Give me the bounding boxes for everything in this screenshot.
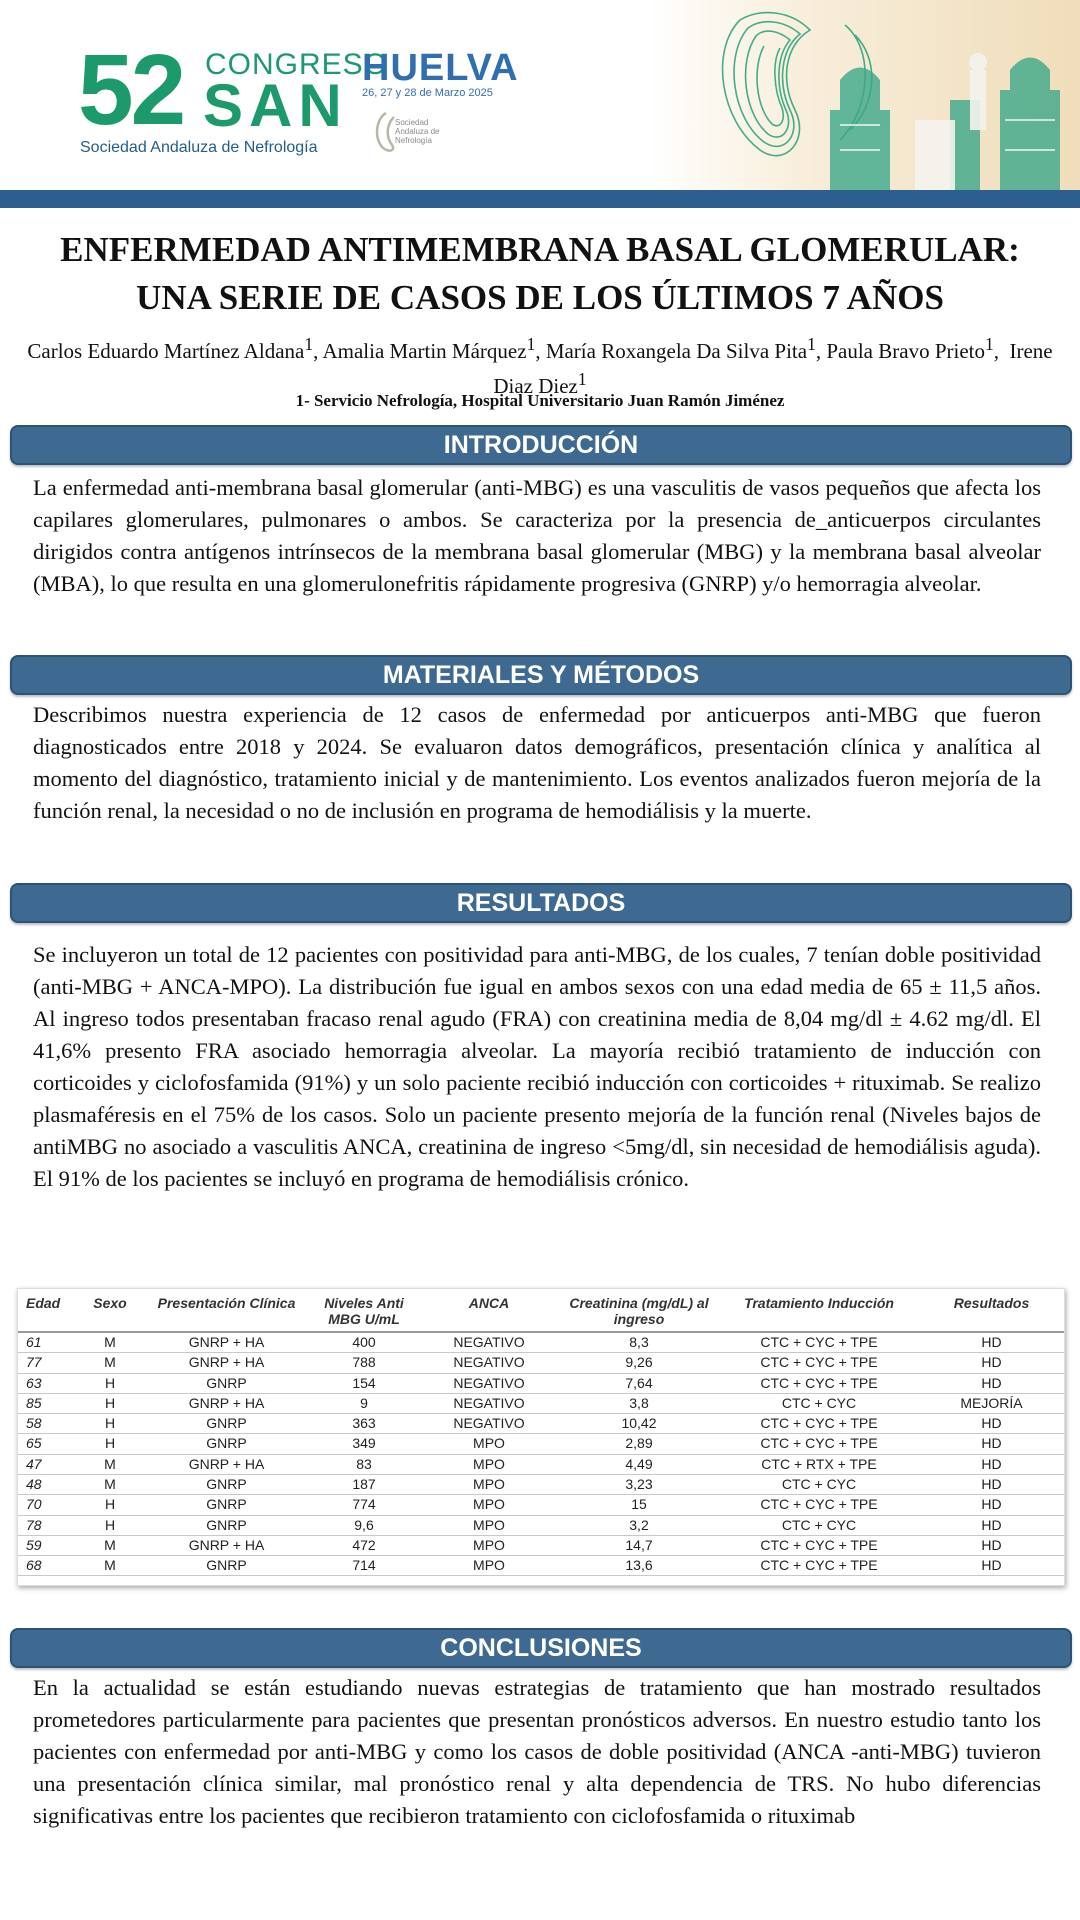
cell-creatinine: 15 <box>559 1495 719 1515</box>
congress-dates: 26, 27 y 28 de Marzo 2025 <box>362 87 493 99</box>
cell-mbg: 774 <box>309 1495 419 1515</box>
author-list: Carlos Eduardo Martínez Aldana$^1$, Amalia Martin Márquez$^1$, María Roxangela Da Silva Pita$^1$, Paula Bravo Prieto$^1$, Irene Diaz Diez$^1$ <box>27 334 1053 398</box>
cell-sex: H <box>76 1495 144 1515</box>
methods-heading: MATERIALES Y MÉTODOS <box>10 655 1072 695</box>
conclusions-heading: CONCLUSIONES <box>10 1628 1072 1668</box>
col-age: Edad <box>18 1289 76 1332</box>
cell-age: 70 <box>18 1495 76 1515</box>
cell-anca: NEGATIVO <box>419 1414 559 1434</box>
cell-treatment: CTC + CYC + TPE <box>719 1434 919 1454</box>
table-header-row <box>18 1289 1064 1332</box>
cell-mbg: 187 <box>309 1474 419 1494</box>
cell-age: 47 <box>18 1454 76 1474</box>
congress-word: CONGRESO <box>205 48 389 81</box>
col-result: Resultados <box>919 1289 1064 1332</box>
cell-mbg: 714 <box>309 1556 419 1576</box>
cell-treatment: CTC + CYC + TPE <box>719 1373 919 1393</box>
cell-result: HD <box>919 1373 1064 1393</box>
cell-age: 77 <box>18 1353 76 1373</box>
cell-result: HD <box>919 1535 1064 1555</box>
poster-title: ENFERMEDAD ANTIMEMBRANA BASAL GLOMERULAR: UNA SERIE DE CASOS DE LOS ÚLTIMOS 7 AÑOS <box>60 230 1020 317</box>
cell-result: HD <box>919 1353 1064 1373</box>
cell-treatment: CTC + CYC + TPE <box>719 1414 919 1434</box>
cell-treatment: CTC + CYC <box>719 1393 919 1413</box>
cell-presentation: GNRP <box>144 1515 309 1535</box>
cell-result: HD <box>919 1434 1064 1454</box>
cell-treatment: CTC + CYC <box>719 1474 919 1494</box>
cell-treatment: CTC + CYC + TPE <box>719 1556 919 1576</box>
society-name: Sociedad Andaluza de Nefrología <box>80 139 318 156</box>
congress-acronym: SAN <box>203 72 348 139</box>
cell-presentation: GNRP <box>144 1434 309 1454</box>
cell-creatinine: 8,3 <box>559 1332 719 1353</box>
cell-mbg: 9 <box>309 1393 419 1413</box>
cell-sex: H <box>76 1515 144 1535</box>
cell-sex: H <box>76 1414 144 1434</box>
cell-anca: NEGATIVO <box>419 1353 559 1373</box>
table-row <box>18 1535 1064 1555</box>
results-heading: RESULTADOS <box>10 883 1072 923</box>
cell-mbg: 400 <box>309 1332 419 1353</box>
cell-result: HD <box>919 1414 1064 1434</box>
table-row <box>18 1353 1064 1373</box>
cell-anca: NEGATIVO <box>419 1393 559 1413</box>
cell-treatment: CTC + CYC <box>719 1515 919 1535</box>
intro-text: La enfermedad anti-membrana basal glomerular (anti-MBG) es una vasculitis de vasos pequeños que afecta los capilares glomerulares, pulmonares o ambos. Se caracteriza por la presencia de_anticuerpos circulantes dirigidos contra antígenos intrínsecos de la membrana basal glomerular (MBG) y la membrana basal alveolar (MBA), lo que resulta en una glomerulonefritis rápidamente progresiva (GNRP) y/o hemorragia alveolar. <box>33 475 1041 596</box>
cell-age: 59 <box>18 1535 76 1555</box>
table-row <box>18 1434 1064 1454</box>
cell-creatinine: 3,8 <box>559 1393 719 1413</box>
cell-creatinine: 10,42 <box>559 1414 719 1434</box>
cell-anca: NEGATIVO <box>419 1373 559 1393</box>
cell-presentation: GNRP <box>144 1556 309 1576</box>
huelva-illustration-icon <box>700 0 1080 190</box>
cell-treatment: CTC + CYC + TPE <box>719 1353 919 1373</box>
cell-sex: M <box>76 1474 144 1494</box>
cell-anca: MPO <box>419 1556 559 1576</box>
cell-presentation: GNRP + HA <box>144 1332 309 1353</box>
methods-text: Describimos nuestra experiencia de 12 casos de enfermedad por anticuerpos anti-MBG que fueron diagnosticados entre 2018 y 2024. Se evaluaron datos demográficos, presentación clínica y analítica al momento del diagnóstico, tratamiento inicial y de mantenimiento. Los eventos analizados fueron mejoría de la función renal, la necesidad o no de inclusión en programa de hemodiálisis y la muerte. <box>33 702 1041 823</box>
cell-sex: H <box>76 1434 144 1454</box>
cell-treatment: CTC + CYC + TPE <box>719 1332 919 1353</box>
cell-creatinine: 14,7 <box>559 1535 719 1555</box>
cell-presentation: GNRP + HA <box>144 1353 309 1373</box>
cell-age: 48 <box>18 1474 76 1494</box>
cell-presentation: GNRP + HA <box>144 1535 309 1555</box>
cell-result: HD <box>919 1474 1064 1494</box>
cell-result: HD <box>919 1515 1064 1535</box>
cell-mbg: 154 <box>309 1373 419 1393</box>
table-row <box>18 1495 1064 1515</box>
table-row <box>18 1393 1064 1413</box>
col-mbg: Niveles Anti MBG U/mL <box>309 1289 419 1332</box>
cell-creatinine: 3,23 <box>559 1474 719 1494</box>
seal-text: Sociedad Andaluza de Nefrología <box>395 118 440 145</box>
cell-sex: H <box>76 1373 144 1393</box>
cell-mbg: 83 <box>309 1454 419 1474</box>
cell-mbg: 472 <box>309 1535 419 1555</box>
table-row <box>18 1556 1064 1576</box>
cell-sex: H <box>76 1393 144 1413</box>
cell-creatinine: 4,49 <box>559 1454 719 1474</box>
cell-anca: MPO <box>419 1434 559 1454</box>
cell-presentation: GNRP <box>144 1474 309 1494</box>
affiliation: 1- Servicio Nefrología, Hospital Universitario Juan Ramón Jiménez <box>295 391 785 410</box>
col-anca: ANCA <box>419 1289 559 1332</box>
cell-result: HD <box>919 1495 1064 1515</box>
cell-sex: M <box>76 1535 144 1555</box>
cell-treatment: CTC + RTX + TPE <box>719 1454 919 1474</box>
cell-result: MEJORÍA <box>919 1393 1064 1413</box>
cell-age: 63 <box>18 1373 76 1393</box>
cell-creatinine: 2,89 <box>559 1434 719 1454</box>
table-row <box>18 1414 1064 1434</box>
cell-presentation: GNRP + HA <box>144 1393 309 1413</box>
col-creatinine: Creatinina (mg/dL) al ingreso <box>559 1289 719 1332</box>
cell-presentation: GNRP <box>144 1373 309 1393</box>
cell-anca: MPO <box>419 1454 559 1474</box>
cell-creatinine: 9,26 <box>559 1353 719 1373</box>
cell-sex: M <box>76 1332 144 1353</box>
col-sex: Sexo <box>76 1289 144 1332</box>
cell-result: HD <box>919 1556 1064 1576</box>
cell-anca: MPO <box>419 1535 559 1555</box>
cell-sex: M <box>76 1556 144 1576</box>
cell-sex: M <box>76 1353 144 1373</box>
col-presentation: Presentación Clínica <box>144 1289 309 1332</box>
cell-age: 65 <box>18 1434 76 1454</box>
conclusions-text: En la actualidad se están estudiando nuevas estrategias de tratamiento que han mostrado resultados prometedores particularmente para pacientes que presentan pronósticos adversos. En nuestro estudio tanto los pacientes con enfermedad por anti-MBG y como los casos de doble positividad (ANCA -anti-MBG) tuvieron una presentación clínica similar, mal pronóstico renal y alta dependencia de TRS. No hubo diferencias significativas entre los pacientes que recibieron tratamiento con ciclofosfamida o rituximab <box>33 1675 1041 1828</box>
intro-heading: INTRODUCCIÓN <box>10 425 1072 465</box>
cell-result: HD <box>919 1454 1064 1474</box>
cell-mbg: 9,6 <box>309 1515 419 1535</box>
header-divider <box>0 190 1080 208</box>
table-row <box>18 1474 1064 1494</box>
cell-age: 85 <box>18 1393 76 1413</box>
cell-result: HD <box>919 1332 1064 1353</box>
cell-age: 68 <box>18 1556 76 1576</box>
cell-anca: NEGATIVO <box>419 1332 559 1353</box>
cases-table <box>17 1288 1065 1586</box>
cell-treatment: CTC + CYC + TPE <box>719 1535 919 1555</box>
cell-sex: M <box>76 1454 144 1474</box>
congress-number: 52 <box>78 34 184 146</box>
cell-anca: MPO <box>419 1474 559 1494</box>
header-banner <box>0 0 1080 190</box>
cell-presentation: GNRP <box>144 1414 309 1434</box>
cell-presentation: GNRP + HA <box>144 1454 309 1474</box>
cell-treatment: CTC + CYC + TPE <box>719 1495 919 1515</box>
cell-age: 78 <box>18 1515 76 1535</box>
cell-creatinine: 3,2 <box>559 1515 719 1535</box>
congress-city: HUELVA <box>362 47 519 89</box>
table-row <box>18 1332 1064 1353</box>
table-row <box>18 1454 1064 1474</box>
cell-mbg: 363 <box>309 1414 419 1434</box>
cell-creatinine: 7,64 <box>559 1373 719 1393</box>
cell-anca: MPO <box>419 1495 559 1515</box>
cell-age: 58 <box>18 1414 76 1434</box>
results-text: Se incluyeron un total de 12 pacientes con positividad para anti-MBG, de los cuales, 7 tenían doble positividad (anti-MBG + ANCA-MPO). La distribución fue igual en ambos sexos con una edad media de 65 ± 11,5 años. Al ingreso todos presentaban fracaso renal agudo (FRA) con creatinina media de 8,04 mg/dl ± 4.62 mg/dl. El 41,6% presento FRA asociado hemorragia alveolar. La mayoría recibió tratamiento de inducción con corticoides y ciclofosfamida (91%) y un solo paciente recibió inducción con corticoides + rituximab. Se realizo plasmaféresis en el 75% de los casos. Solo un paciente presento mejoría de la función renal (Niveles bajos de antiMBG no asociado a vasculitis ANCA, creatinina de ingreso <5mg/dl, sin necesidad de hemodiálisis aguda). El 91% de los pacientes se incluyó en programa de hemodiálisis crónico. <box>33 942 1041 1191</box>
cell-age: 61 <box>18 1332 76 1353</box>
cell-presentation: GNRP <box>144 1495 309 1515</box>
cell-creatinine: 13,6 <box>559 1556 719 1576</box>
table-row <box>18 1373 1064 1393</box>
table-row <box>18 1515 1064 1535</box>
cell-anca: MPO <box>419 1515 559 1535</box>
cell-mbg: 788 <box>309 1353 419 1373</box>
col-treatment: Tratamiento Inducción <box>719 1289 919 1332</box>
cell-mbg: 349 <box>309 1434 419 1454</box>
